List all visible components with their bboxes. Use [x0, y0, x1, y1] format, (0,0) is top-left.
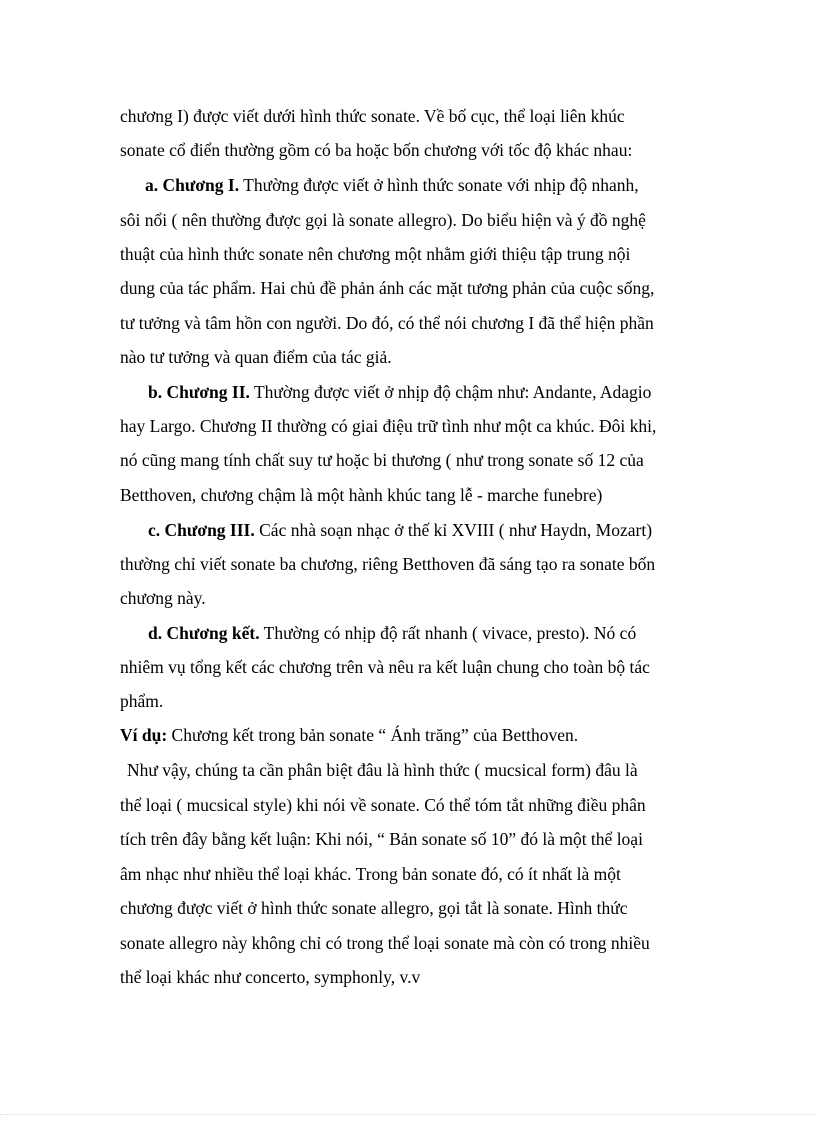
section-d-line-1 [148, 621, 636, 645]
intro-line-2: sonate cổ điển thường gồm có ba hoặc bốn chương với tốc độ khác nhau: [120, 140, 633, 160]
section-b-heading: b. Chương II. [148, 382, 250, 402]
section-d-line-2: nhiêm vụ tổng kết các chương trên và nêu ra kết luận chung cho toàn bộ tác [120, 657, 650, 677]
section-a-line-4: dung của tác phẩm. Hai chủ đề phản ánh các mặt tương phản của cuộc sống, [120, 278, 655, 298]
section-b-line-3: nó cũng mang tính chất suy tư hoặc bi thương ( như trong sonate số 12 của [120, 450, 644, 470]
section-b-line-4: Betthoven, chương chậm là một hành khúc tang lễ - marche funebre) [120, 485, 603, 505]
page-bottom-divider [0, 1114, 816, 1115]
section-d-text: Thường có nhịp độ rất nhanh ( vivace, presto). Nó có [259, 623, 637, 643]
section-d-heading: d. Chương kết. [148, 623, 260, 643]
conclusion-line-4: âm nhạc như nhiều thể loại khác. Trong bản sonate đó, có ít nhất là một [120, 864, 621, 884]
section-b-line-1 [148, 380, 651, 404]
example-line [120, 723, 578, 747]
section-a-text: Thường được viết ở hình thức sonate với nhịp độ nhanh, [239, 175, 639, 195]
example-text: Chương kết trong bản sonate “ Ánh trăng” của Betthoven. [167, 725, 579, 745]
section-a-heading: a. Chương I. [145, 175, 240, 195]
section-c-text: Các nhà soạn nhạc ở thế kỉ XVIII ( như Haydn, Mozart) [254, 520, 653, 540]
conclusion-line-1: Như vậy, chúng ta cần phân biệt đâu là hình thức ( mucsical form) đâu là [127, 760, 638, 780]
section-a-line-6: nào tư tưởng và quan điểm của tác giả. [120, 347, 392, 367]
conclusion-line-3: tích trên đây bằng kết luận: Khi nói, “ Bản sonate số 10” đó là một thể loại [120, 829, 643, 849]
section-a-line-5: tư tưởng và tâm hồn con người. Do đó, có thể nói chương I đã thể hiện phần [120, 313, 654, 333]
section-b-text: Thường được viết ở nhịp độ chậm như: Andante, Adagio [249, 382, 652, 402]
conclusion-line-2: thể loại ( mucsical style) khi nói về sonate. Có thể tóm tắt những điều phân [120, 795, 646, 815]
conclusion-line-6: sonate allegro này không chỉ có trong thể loại sonate mà còn có trong nhiều [120, 933, 650, 953]
intro-line-1: chương I) được viết dưới hình thức sonate. Về bố cục, thể loại liên khúc [120, 106, 625, 126]
example-heading: Ví dụ: [120, 725, 168, 745]
conclusion-line-5: chương được viết ở hình thức sonate allegro, gọi tắt là sonate. Hình thức [120, 898, 628, 918]
section-b-line-2: hay Largo. Chương II thường có giai điệu trữ tình như một ca khúc. Đôi khi, [120, 416, 657, 436]
conclusion-line-7: thể loại khác như concerto, symphonly, v.v [120, 967, 421, 987]
section-a-line-2: sôi nổi ( nên thường được gọi là sonate allegro). Do biểu hiện và ý đồ nghệ [120, 210, 646, 230]
section-a-line-3: thuật của hình thức sonate nên chương một nhằm giới thiệu tập trung nội [120, 244, 631, 264]
section-d-line-3: phẩm. [120, 691, 164, 711]
section-c-heading: c. Chương III. [148, 520, 255, 540]
section-c-line-2: thường chỉ viết sonate ba chương, riêng Betthoven đã sáng tạo ra sonate bốn [120, 554, 656, 574]
section-c-line-3: chương này. [120, 588, 206, 608]
section-a-line-1 [145, 173, 639, 197]
section-c-line-1 [148, 518, 652, 542]
